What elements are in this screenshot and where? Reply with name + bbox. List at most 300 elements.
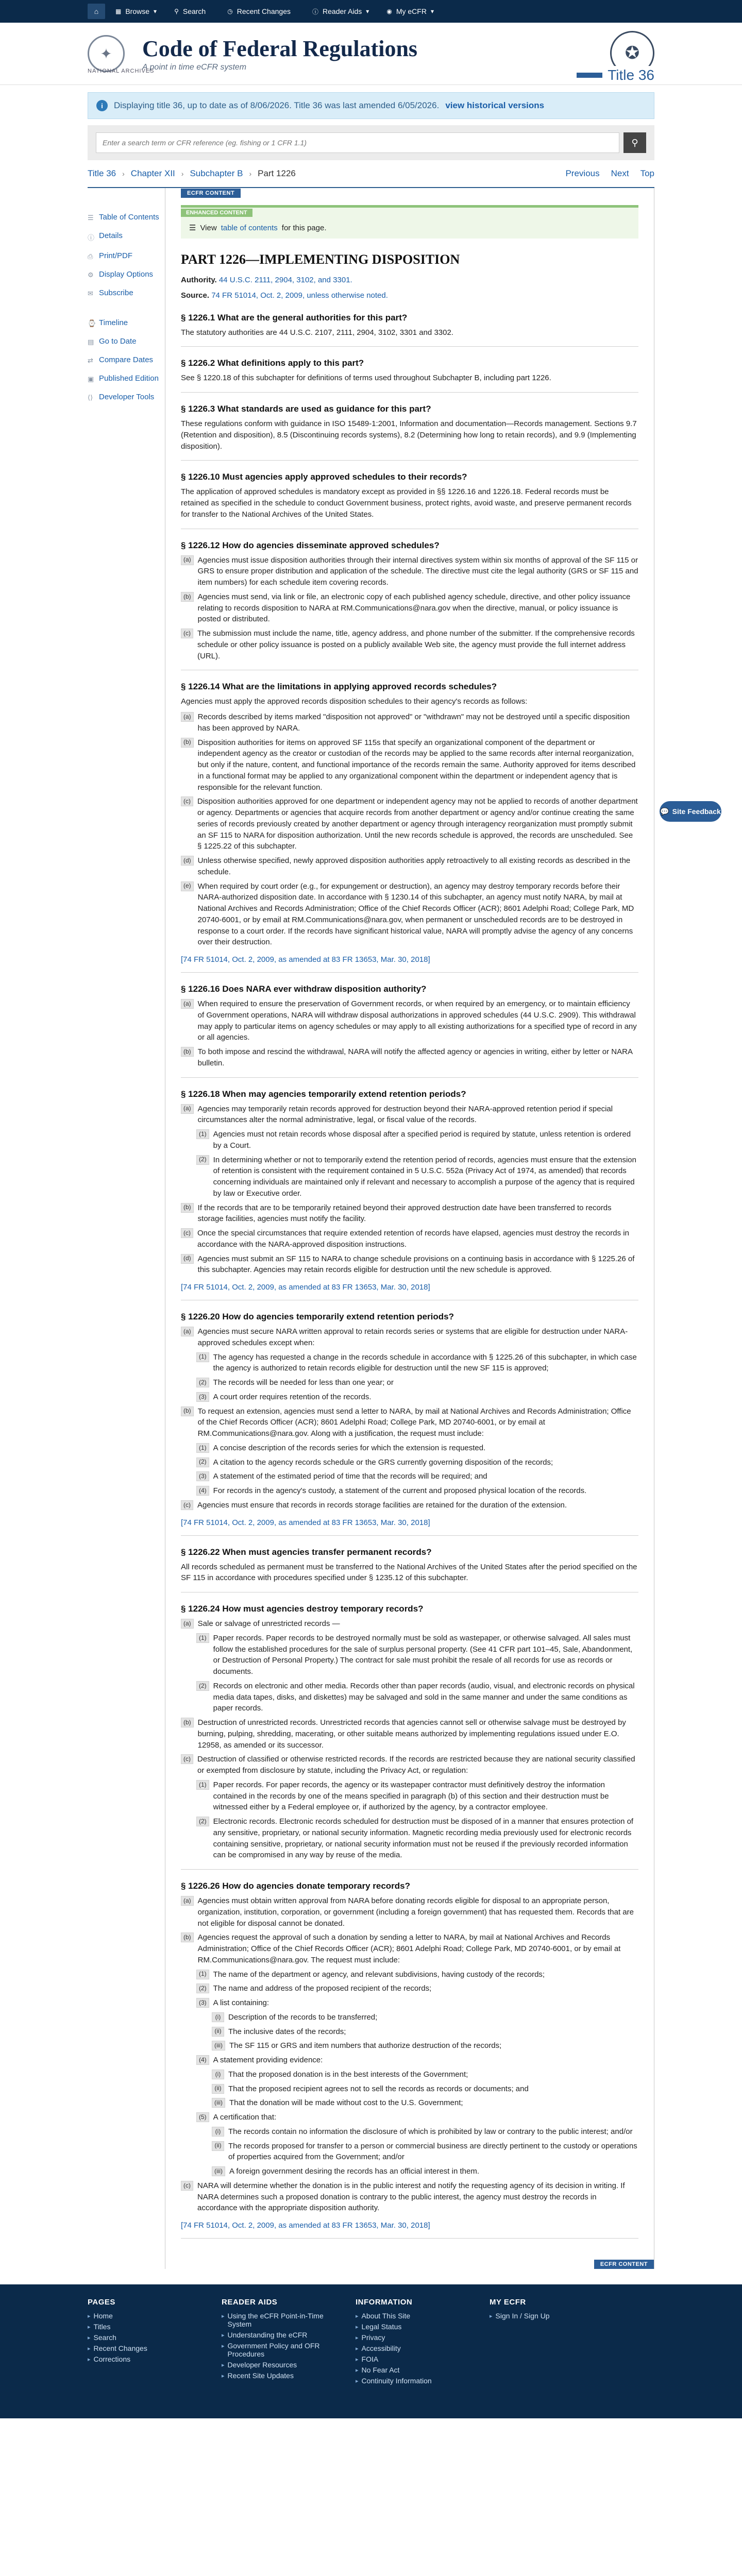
section-heading: § 1226.2 What definitions apply to this part? [181,358,364,368]
section-heading: § 1226.20 How do agencies temporarily extend retention periods? [181,1312,454,1321]
paragraph-text: A statement providing evidence: [213,2056,323,2064]
paragraph-text: The name of the department or agency, and relevant subdivisions, having custody of the records; [213,1970,545,1979]
site-feedback-button[interactable] [660,801,721,822]
federal-register-seal-icon: ✪ [610,31,654,75]
paragraph-text: The submission must include the name, title, agency address, and phone number of the submitter. If the comprehensive records schedule or other policy issuance is posted on a publicly available Web site, the agency must provide the full internet address (URL). [197,629,635,660]
section-heading: § 1226.12 How do agencies disseminate approved schedules? [181,540,440,550]
table-of-contents-icon: ☰ [189,224,196,232]
footer-heading: INFORMATION [356,2298,413,2307]
chevron-down-icon: ▾ [366,8,369,15]
nav-label: Search [182,7,206,15]
paragraph-label: (i) [212,2127,224,2137]
paragraph-label: (a) [181,1104,194,1114]
footer-link[interactable] [88,2344,191,2352]
source-text[interactable]: 74 FR 51014, Oct. 2, 2009, unless otherwise noted. [211,291,388,300]
sidebar-item-subscribe[interactable] [88,284,165,303]
section-divider [181,1077,638,1078]
footer-column [490,2298,593,2387]
search-input[interactable] [96,132,619,153]
footer-link-label: Recent Site Updates [227,2371,294,2380]
footer-link[interactable] [222,2331,325,2339]
paragraph [181,998,638,1043]
footer-link[interactable] [356,2344,459,2352]
paragraph-label: (c) [181,1500,193,1510]
paragraph-label: (1) [196,1352,209,1362]
footer-link-label: Using the eCFR Point-in-Time System [227,2312,324,2328]
title-tab-bar [577,73,602,78]
paragraph-text: A concise description of the records series for which the extension is requested. [213,1443,486,1452]
chevron-right-icon: ▸ [88,2346,91,2352]
nav-label: Reader Aids [323,7,362,15]
nav-search[interactable] [167,4,217,19]
paragraph [181,1500,638,1511]
main-wrapper [0,188,742,2269]
breadcrumb [88,160,654,188]
footer-link[interactable] [356,2366,459,2374]
paragraph-label: (1) [196,1129,209,1139]
sliders-icon: ⚙ [88,271,94,279]
paragraph-text: The records will be needed for less than one year; or [213,1378,394,1387]
ecfr-content-tag: ECFR CONTENT [181,189,241,198]
title-tab-label: Title 36 [608,67,654,83]
chevron-right-icon: ▸ [88,2324,91,2330]
paragraph [181,1754,638,1776]
regulation-document [165,239,654,2259]
sidebar [88,188,165,2269]
enhanced-content-box [181,205,638,239]
paragraph-label: (c) [181,2181,193,2191]
footer-link[interactable] [356,2333,459,2342]
footer-link[interactable] [356,2312,459,2320]
chevron-right-icon: ▸ [356,2313,359,2319]
paragraph-label: (b) [181,1047,194,1057]
footer-link[interactable] [222,2312,325,2328]
banner-wrapper [0,85,742,119]
paragraph [196,1352,638,1375]
section-paragraph: All records scheduled as permanent must be transferred to the National Archives of the United States after the period specified on the SF 115 in accordance with procedures specified under § 1235.12 of this subchapter. [181,1562,637,1583]
citation[interactable]: [74 FR 51014, Oct. 2, 2009, as amended at 83 FR 13653, Mar. 30, 2018] [181,1283,430,1292]
page-navigation [565,168,654,179]
footer-link-label: Privacy [361,2333,385,2342]
paragraph-label: (c) [181,1228,193,1238]
paragraph [181,1228,638,1250]
paragraph [181,1932,638,1965]
paragraph-label: (e) [181,882,194,891]
breadcrumb-item[interactable]: Subchapter B [190,168,243,178]
sidebar-item-table-of-contents[interactable] [88,209,165,227]
paragraph-label: (a) [181,1896,194,1906]
footer-link-label: Accessibility [361,2344,401,2352]
paragraph-text: The name and address of the proposed recipient of the records; [213,1984,432,1993]
section-heading: § 1226.14 What are the limitations in applying approved records schedules? [181,682,497,692]
footer-heading: READER AIDS [222,2298,278,2307]
paragraph [196,1816,638,1861]
sections [181,313,638,2239]
paragraph-label: (iii) [212,2041,225,2050]
footer-link[interactable] [88,2323,191,2331]
section-heading: § 1226.18 When may agencies temporarily extend retention periods? [181,1089,466,1099]
paragraph [181,591,638,625]
paragraph-label: (b) [181,1406,194,1416]
paragraph-label: (iii) [212,2098,225,2108]
paragraph [181,1253,638,1276]
section-divider [181,392,638,393]
paragraph [181,855,638,878]
paragraph [196,1155,638,1199]
calendar-icon: ▤ [88,338,94,346]
paragraph [181,1406,638,1439]
paragraph-text: Disposition authorities for items on approved SF 115s that specify an organizational component of the department or independent agency as the creator or custodian of the records may be applied to the same records after internal reorganization, but only if the nature, content, and functional importance of the records remain the same. Authority approved for items described in a functional format may be applied to any organizational component within the department or independent agency that is responsible for the relevant function. [197,738,636,792]
paragraph [196,1485,638,1497]
national-archives-logo-icon[interactable]: ✦ [88,35,125,72]
paragraph-text: That the proposed recipient agrees not to sell the records as records or documents; and [228,2084,529,2093]
list-icon: ☰ [88,214,94,222]
paragraph [181,1326,638,1349]
paragraph-label: (b) [181,738,194,748]
sidebar-item-print-pdf[interactable] [88,247,165,266]
paragraph [196,1377,638,1388]
paragraph [181,1046,638,1069]
paragraph-label: (3) [196,1998,209,2008]
paragraph-text: In determining whether or not to temporarily extend the retention period of records, agencies must ensure that the extension of retention is consistent with the requirement contained in 5 U.S.C. 552a (Privacy Act of 1974, as amended) that records concerning individuals are maintained only if relevant and necessary to accomplish a purpose of the agency that is required by law or Executive order. [213,1155,636,1198]
breadcrumb-item[interactable]: Title 36 [88,168,116,178]
paragraph-text: That the proposed donation is in the best interests of the Government; [228,2070,468,2079]
source [181,290,638,301]
nav-my-ecfr[interactable] [379,4,441,19]
table-of-contents-link[interactable]: table of contents [221,223,278,232]
main [88,188,721,2269]
sidebar-divider [88,303,165,314]
paragraph-text: The inclusive dates of the records; [228,2027,346,2036]
top-navigation [0,0,742,23]
paragraph [212,2141,638,2163]
chevron-down-icon: ▾ [430,8,434,15]
paragraph-label: (d) [181,1254,194,1264]
section-divider [181,460,638,461]
paragraph-text: A citation to the agency records schedule or the GRS currently governing disposition of the records; [213,1458,553,1467]
section-heading: § 1226.10 Must agencies apply approved schedules to their records? [181,472,467,482]
sidebar-item-label: Go to Date [99,337,137,346]
footer-link-label: About This Site [361,2312,411,2320]
paragraph-text: Once the special circumstances that require extended retention of records have elapsed, agencies must destroy the records in accordance with the NARA-approved disposition instructions. [197,1229,629,1249]
compare-icon: ⇄ [88,357,93,364]
paragraph-text: Agencies must send, via link or file, an electronic copy of each published agency schedule, directive, and other policy issuance relating to records disposition to NARA at RM.Communications@nara.gov when the directive, manual, or policy issuance is posted or distributed. [197,592,631,624]
paragraph-text: That the donation will be made without cost to the U.S. Government; [229,2098,463,2108]
sidebar-item-label: Details [99,231,123,240]
print-icon: ⎙ [88,252,93,260]
paragraph-label: (4) [196,2055,209,2065]
footer-link[interactable] [88,2333,191,2342]
paragraph-label: (c) [181,796,193,806]
mail-icon: ✉ [88,290,93,297]
paragraph-label: (a) [181,1619,194,1629]
section-heading: § 1226.3 What standards are used as guidance for this part? [181,404,431,414]
paragraph-text: Destruction of classified or otherwise restricted records. If the records are restricted because they are national security classified or exempted from disclosure by statute, including the Privacy Act, or regulation: [197,1755,635,1775]
site-title[interactable]: Code of Federal Regulations [142,36,418,61]
footer-link-label: Legal Status [361,2323,402,2331]
paragraph-label: (b) [181,1933,194,1942]
section-paragraph: The application of approved schedules is mandatory except as provided in §§ 1226.16 and 1226.18. Federal records must be retained as specified in the schedule to conduct Government business, protect rights, avoid waste, and preserve permanent records for transfer to the National Archives of the United States. [181,487,632,519]
paragraph-text: If the records that are to be temporarily retained beyond their approved destruction date have been transferred to records storage facilities, agencies must notify the facility. [197,1203,612,1224]
enhanced-text-before: View [200,223,217,232]
paragraph-text: Agencies must obtain written approval from NARA before donating records eligible for disposal to an appropriate person, organization, institution, corporation, or government (including a foreign government) that has requested them. Records that are not eligible for disposal cannot be donated. [197,1896,634,1928]
authority-text[interactable]: 44 U.S.C. 2111, 2904, 3102, and 3301. [218,276,352,284]
breadcrumb-item: Part 1226 [258,168,296,178]
paragraph-label: (c) [181,1754,193,1764]
footer-column [222,2298,325,2387]
paragraph-text: Description of the records to be transferred; [228,2012,378,2022]
part-title: PART 1226—IMPLEMENTING DISPOSITION [181,252,460,267]
paragraph-label: (ii) [212,2084,224,2094]
paragraph-label: (1) [196,1970,209,1979]
footer-link[interactable] [222,2361,325,2369]
footer-heading: MY ECFR [490,2298,526,2307]
previous-link[interactable]: Previous [565,168,600,178]
paragraph-label: (b) [181,1718,194,1727]
section-divider [181,972,638,973]
chevron-right-icon: ▸ [222,2332,225,2338]
paragraph-label: (2) [196,1378,209,1387]
code-icon: ⟨⟩ [88,394,93,401]
footer-link-label: No Fear Act [361,2366,400,2374]
paragraph [212,2069,638,2080]
paragraph-label: (a) [181,1327,194,1336]
citation[interactable]: [74 FR 51014, Oct. 2, 2009, as amended at 83 FR 13653, Mar. 30, 2018] [181,1518,430,1527]
section-divider [181,346,638,347]
paragraph-text: Records on electronic and other media. Records other than paper records (audio, visual, and electronic records on physical media data tapes, disks, and diskettes) may be salvaged and sold in the same manner and under the same conditions as paper records. [213,1681,635,1713]
ecfr-tag-top-wrapper [165,188,654,198]
title-tab [546,66,654,84]
chevron-right-icon: › [181,170,184,178]
chevron-right-icon: ▸ [490,2313,493,2319]
paragraph-label: (3) [196,1392,209,1402]
paragraph-text: Unless otherwise specified, newly approved disposition authorities apply retroactively to all existing records as described in the schedule. [197,856,631,876]
paragraph [181,1104,638,1126]
footer-link-label: Developer Resources [227,2361,297,2369]
footer-link-label: Search [93,2333,116,2342]
footer-link[interactable] [222,2342,325,2358]
chevron-right-icon: ▸ [356,2324,359,2330]
nav-recent-changes[interactable] [220,4,302,19]
source-label: Source. [181,291,210,300]
view-historical-versions-link[interactable]: view historical versions [445,100,545,110]
paragraph-label: (d) [181,856,194,866]
chevron-right-icon: ▸ [222,2313,225,2319]
footer-link[interactable] [222,2371,325,2380]
paragraph-label: (1) [196,1780,209,1790]
chevron-right-icon: ▸ [88,2335,91,2341]
paragraph-text: Disposition authorities approved for one department or independent agency may not be applied to records of another department or agency. Departments or agencies that acquire records from another department or agency and/or continue creating the same series of records previously created by another department or agency through interagency reorganization must promptly submit an SF 115 to NARA for disposition authorization. Until the new records schedule is approved, the records are unscheduled. See § 1225.22 of this subchapter. [197,797,638,851]
section-divider [181,1869,638,1870]
paragraph-label: (a) [181,712,194,722]
paragraph [181,555,638,588]
paragraph-text: A foreign government desiring the records has an official interest in them. [229,2167,479,2176]
footer-link[interactable] [88,2312,191,2320]
paragraph [181,796,638,852]
paragraph-text: Agencies must issue disposition authorities through their internal directives system within six months of approval of the SF 115 or GRS to ensure proper distribution and application of the schedule. The directive must cite the legal authority (GRS or SF 115 and item numbers) for each schedule item covering records. [197,555,638,587]
site-header [0,23,742,85]
sidebar-item-compare-dates[interactable] [88,351,165,370]
paragraph [181,1717,638,1751]
chevron-right-icon: ▸ [356,2378,359,2384]
paragraph-text: Destruction of unrestricted records. Unrestricted records that agencies cannot sell or otherwise salvage must be destroyed by burning, pulping, shredding, macerating, or other suitable means authorized by implementing regulations issued under E.O. 12958, as amended or its successor. [197,1718,626,1750]
clock-icon: ◷ [227,8,233,15]
paragraph [196,1443,638,1454]
paragraph-label: (a) [181,999,194,1009]
sidebar-item-label: Table of Contents [99,213,159,222]
breadcrumb-item[interactable]: Chapter XII [130,168,175,178]
paragraph-label: (5) [196,2112,209,2122]
chevron-right-icon: ▸ [356,2357,359,2363]
paragraph-label: (ii) [212,2141,224,2151]
sidebar-item-timeline[interactable] [88,314,165,333]
paragraph [181,881,638,948]
paragraph [212,2083,638,2095]
paragraph [196,1681,638,1714]
search-wrapper [0,119,742,160]
citation[interactable]: [74 FR 51014, Oct. 2, 2009, as amended at 83 FR 13653, Mar. 30, 2018] [181,2221,430,2230]
paragraph-text: The agency has requested a change in the records schedule in accordance with § 1225.26 of this subchapter, in which case the agency is authorized to retain records eligible for destruction until the new SF 115 is approved; [213,1352,637,1373]
sidebar-item-go-to-date[interactable] [88,333,165,351]
top-link[interactable]: Top [640,168,654,178]
nav-label: Recent Changes [237,7,291,15]
chevron-right-icon: ▸ [356,2367,359,2374]
section-paragraph: These regulations conform with guidance in ISO 15489-1:2001, Information and documentation—Records management. Sections 9.7 (Retention and disposition), 8.5 (Discontinuing records systems), 8.2 (Determining how long to retain records), and 9.9 (Implementing disposition). [181,419,637,451]
footer-column [88,2298,191,2387]
search-bar [88,125,654,160]
timeline-icon: ⌚ [88,319,96,327]
paragraph-label: (1) [196,1443,209,1453]
paragraph-text: To request an extension, agencies must send a letter to NARA, by mail at National Archives and Records Administration; Office of the Chief Records Officer (ACR); 8601 Adelphi Road; College Park, MD 20740-6001, or by email at RM.Communications@nara.gov. Along with a justification, the request must include: [197,1406,631,1438]
footer-link-label: Home [93,2312,113,2320]
paragraph [181,1895,638,1929]
chevron-right-icon: ▸ [222,2362,225,2368]
sidebar-item-label: Developer Tools [99,393,155,401]
top-navigation-inner [88,0,654,23]
next-link[interactable]: Next [611,168,629,178]
user-icon: ◉ [386,8,392,15]
info-icon: ⓘ [312,8,319,15]
enhanced-text-after: for this page. [281,223,327,232]
nav-label: My eCFR [396,7,427,15]
footer-link[interactable] [88,2355,191,2363]
banner-text: Displaying title 36, up to date as of 8/06/2026. Title 36 was last amended 6/05/2026. [114,100,440,110]
footer-link[interactable] [490,2312,593,2320]
section-heading: § 1226.1 What are the general authorities for this part? [181,312,408,323]
paragraph [196,1129,638,1151]
site-footer [0,2284,742,2418]
footer-link[interactable] [356,2323,459,2331]
footer-link-label: Recent Changes [93,2344,147,2352]
section-heading: § 1226.22 When must agencies transfer permanent records? [181,1547,432,1557]
paragraph [212,2040,638,2052]
sidebar-item-label: Compare Dates [99,355,154,364]
nav-label: Browse [125,7,150,15]
paragraph-label: (ii) [212,2027,224,2037]
citation[interactable]: [74 FR 51014, Oct. 2, 2009, as amended at 83 FR 13653, Mar. 30, 2018] [181,955,430,964]
paragraph [181,628,638,662]
nav-browse[interactable] [108,4,164,19]
paragraph-label: (iii) [212,2166,225,2176]
paragraph [196,1471,638,1482]
sidebar-item-details[interactable] [88,227,165,247]
paragraph [181,711,638,734]
paragraph-label: (b) [181,1203,194,1213]
info-icon: ⓘ [88,234,95,242]
paragraph [196,2112,638,2123]
paragraph-text: Paper records. For paper records, the agency or its wastepaper contractor must definitively destroy the information contained in the records by one of the means specified in paragraph (b) of this section and their destruction must be witnessed either by a Federal employee or, if authorized by the agency, by a contractor employee. [213,1780,609,1812]
paragraph [196,1457,638,1468]
footer-column [356,2298,459,2387]
paragraph [181,1202,638,1225]
paragraph-text: A list containing: [213,1998,269,2007]
paragraph-text: Agencies must not retain records whose disposal after a specified period is required by statute, unless retention is ordered by a Court. [213,1130,631,1150]
paragraph-text: A certification that: [213,2113,277,2122]
info-icon: i [96,100,108,111]
chevron-right-icon: ▸ [222,2343,225,2349]
paragraph-text: The SF 115 or GRS and item numbers that authorize destruction of the records; [229,2041,502,2050]
paragraph [212,2097,638,2109]
footer-link[interactable] [356,2377,459,2385]
chevron-right-icon: ▸ [222,2373,225,2379]
sidebar-item-published-edition[interactable] [88,370,165,388]
paragraph [181,2180,638,2214]
footer-link-label: Understanding the eCFR [227,2331,308,2339]
nav-reader-aids[interactable] [305,4,376,19]
footer-link-label: Titles [93,2323,111,2331]
sidebar-item-display-options[interactable] [88,266,165,284]
paragraph-text: The records contain no information the disclosure of which is prohibited by law or contrary to the public interest; and/or [228,2127,633,2136]
enhanced-content-label: ENHANCED CONTENT [181,209,252,217]
paragraph [196,1392,638,1403]
paragraph [196,1997,638,2009]
sidebar-item-label: Subscribe [99,289,133,297]
chevron-right-icon: › [122,170,125,178]
grid-icon: ▦ [115,8,122,15]
archives-text: NATIONAL ARCHIVES [88,68,155,74]
paragraph-label: (a) [181,555,194,565]
section-paragraph: Agencies must apply the approved records disposition schedules to their agency's records as follows: [181,697,528,706]
paragraph [212,2012,638,2023]
paragraph [212,2126,638,2138]
site-feedback-label: Site Feedback [672,807,721,816]
paragraph-text: The records proposed for transfer to a person or commercial business are directly pertinent to the custody or operations of properties acquired from the Government; and/or [228,2141,637,2162]
paragraph-text: Agencies may temporarily retain records approved for destruction beyond their NARA-approved retention period if special circumstances alter the normal administrative, legal, or fiscal value of the records. [197,1104,613,1125]
footer-heading: PAGES [88,2298,115,2307]
paragraph-text: Agencies must ensure that records in records storage facilities are retained for the duration of the extension. [197,1500,567,1510]
home-icon[interactable]: ⌂ [88,4,105,19]
chat-icon: 💬 [660,807,669,816]
enhanced-content-row [181,217,638,239]
search-button[interactable] [623,132,646,153]
search-icon: ⚲ [631,137,638,148]
paragraph-label: (2) [196,1817,209,1826]
sidebar-item-label: Display Options [99,270,154,279]
section-heading: § 1226.16 Does NARA ever withdraw disposition authority? [181,984,427,994]
paragraph-label: (4) [196,1486,209,1496]
sidebar-item-developer-tools[interactable] [88,388,165,407]
paragraph-label: (i) [212,2070,224,2079]
paragraph-label: (2) [196,1681,209,1691]
footer-link-label: Corrections [93,2355,131,2363]
paragraph-label: (c) [181,629,193,638]
section-divider [181,2238,638,2239]
paragraph [212,2166,638,2177]
site-subtitle: A point in time eCFR system [142,62,247,72]
chevron-right-icon: › [249,170,252,178]
content [165,188,654,2269]
footer-link[interactable] [356,2355,459,2363]
